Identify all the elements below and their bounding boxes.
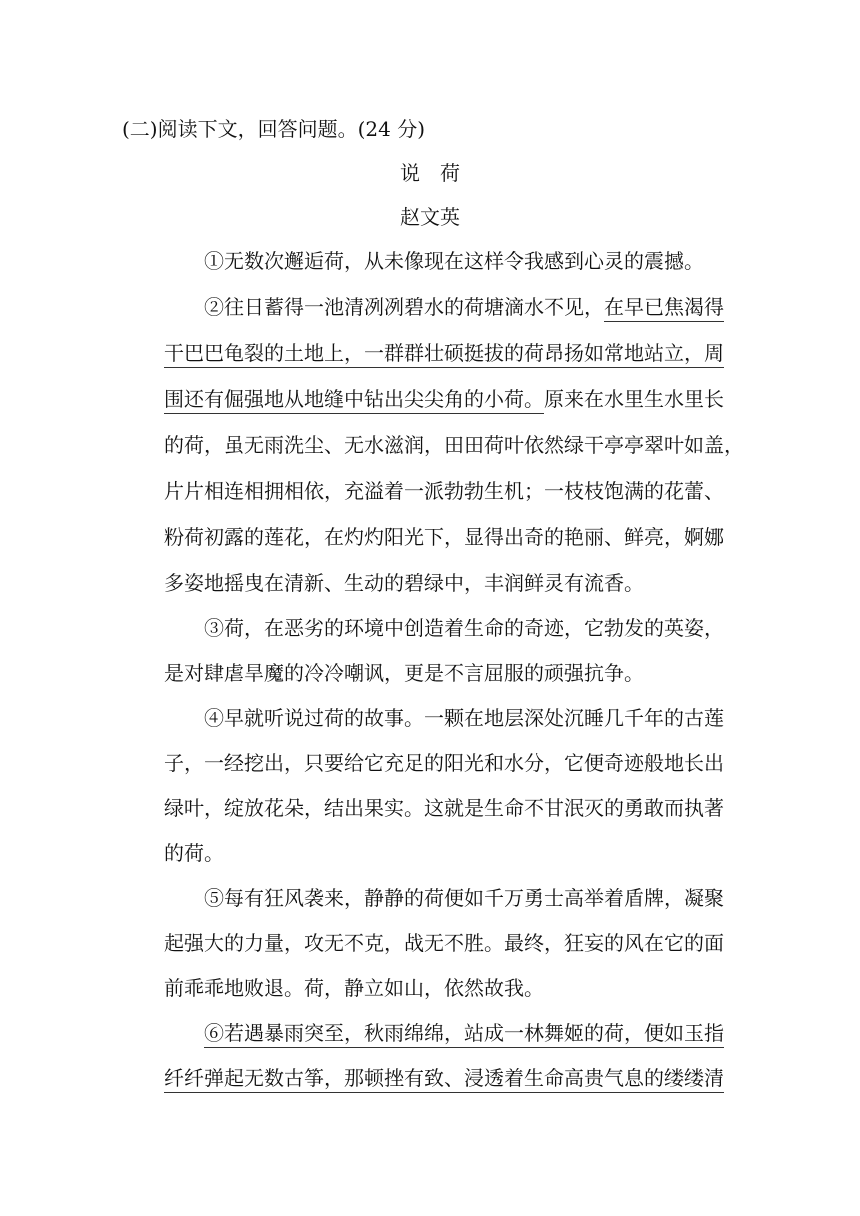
underlined-text: ⑥若遇暴雨突至，秋雨绵绵，站成一林舞姬的荷，便如玉指 [204, 1021, 724, 1048]
underlined-text: 在早已焦渴得 [604, 295, 724, 322]
underlined-text: 干巴巴龟裂的土地上，一群群壮硕挺拔的荷昂扬如常地站立，周 [164, 341, 724, 368]
question-header: (二)阅读下文，回答问题。(24 分) [122, 117, 426, 141]
paragraph-2-line: 片片相连相拥相依，充溢着一派勃勃生机；一枝枝饱满的花蕾、 [164, 479, 724, 503]
paragraph-3-line: 是对肆虐旱魔的冷冷嘲讽，更是不言屈服的顽强抗争。 [164, 661, 644, 685]
paragraph-2-line [164, 384, 724, 414]
paragraph-2-line [164, 338, 724, 368]
paragraph-4-line: ④早就听说过荷的故事。一颗在地层深处沉睡几千年的古莲 [204, 706, 724, 730]
underlined-text: 围还有倔强地从地缝中钻出尖尖角的小荷。 [164, 387, 544, 414]
paragraph-5-line: ⑤每有狂风袭来，静静的荷便如千万勇士高举着盾牌，凝聚 [204, 886, 724, 910]
paragraph-2-line [204, 292, 724, 322]
paragraph-5-line: 前乖乖地败退。荷，静立如山，依然故我。 [164, 976, 544, 1000]
paragraph-3-line: ③荷，在恶劣的环境中创造着生命的奇迹，它勃发的英姿， [204, 616, 724, 640]
paragraph-4-line: 绿叶，绽放花朵，结出果实。这就是生命不甘泯灭的勇敢而执著 [164, 796, 724, 820]
paragraph-2-line: 多姿地摇曳在清新、生动的碧绿中，丰润鲜灵有流香。 [164, 571, 644, 595]
article-title: 说 荷 [400, 161, 460, 185]
paragraph-2-line: 的荷，虽无雨洗尘、无水滋润，田田荷叶依然绿干亭亭翠叶如盖， [164, 433, 744, 457]
paragraph-1-line: ①无数次邂逅荷，从未像现在这样令我感到心灵的震撼。 [204, 249, 704, 273]
paragraph-5-line: 起强大的力量，攻无不克，战无不胜。最终，狂妄的风在它的面 [164, 931, 724, 955]
paragraph-6-line [164, 1063, 724, 1093]
paragraph-2-line: 粉荷初露的莲花，在灼灼阳光下，显得出奇的艳丽、鲜亮，婀娜 [164, 525, 724, 549]
paragraph-4-line: 子，一经挖出，只要给它充足的阳光和水分，它便奇迹般地长出 [164, 751, 724, 775]
paragraph-6-line [204, 1018, 724, 1048]
paragraph-2-text: ②往日蓄得一池清冽冽碧水的荷塘滴水不见， [204, 295, 604, 319]
paragraph-2-text: 原来在水里生水里长 [544, 387, 724, 411]
underlined-text: 纤纤弹起无数古筝，那顿挫有致、浸透着生命高贵气息的缕缕清 [164, 1066, 724, 1093]
article-author: 赵文英 [400, 205, 460, 229]
paragraph-4-line: 的荷。 [164, 841, 224, 865]
